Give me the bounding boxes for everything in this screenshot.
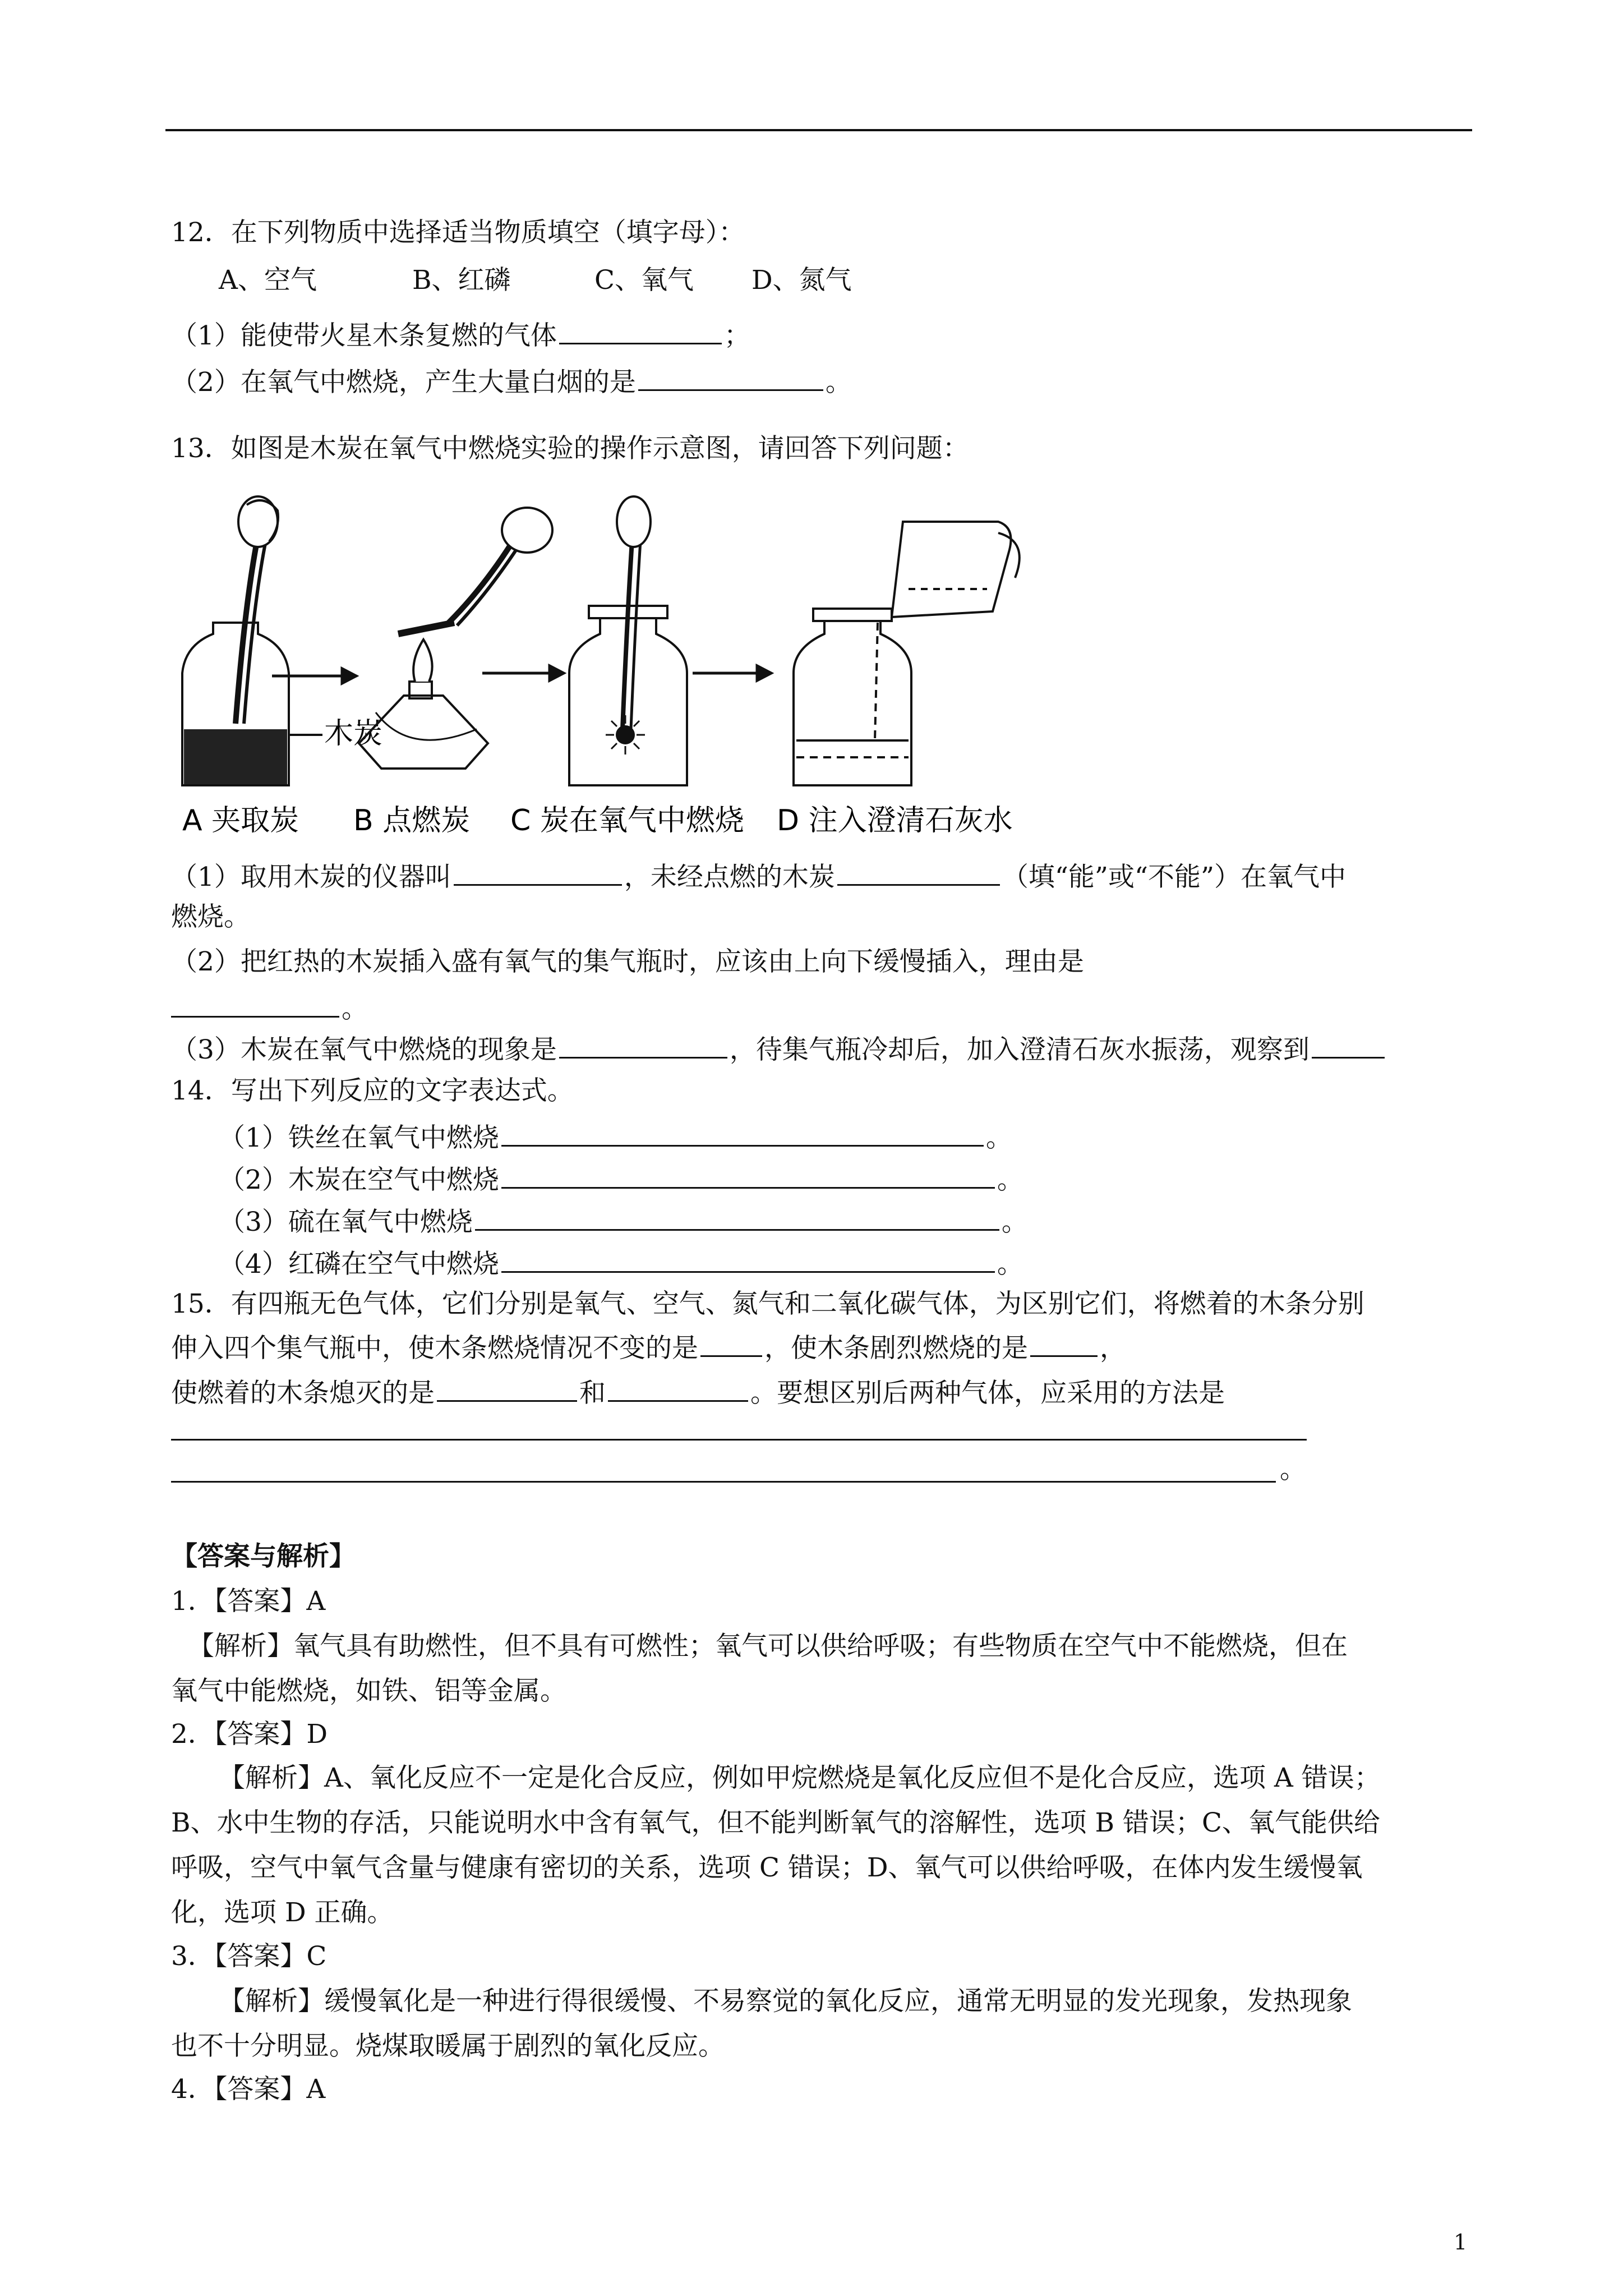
q15-end: 。: [1280, 1454, 1306, 1485]
figure-caption-d: D 注入澄清石灰水: [777, 804, 1013, 838]
q13-part2: （2）把红热的木炭插入盛有氧气的集气瓶时，应该由上向下缓慢插入，理由是: [171, 946, 1084, 977]
q12-option-c: C、氧气: [594, 265, 694, 296]
q12-part2-blank[interactable]: [638, 364, 823, 391]
q14-item-1-text: （1）铁丝在氧气中燃烧: [219, 1122, 499, 1153]
figure-caption-c: C 炭在氧气中燃烧: [510, 804, 744, 838]
q15-line-2-text-b: ，使木条剧烈燃烧的是: [764, 1333, 1028, 1364]
q12-part1-text: （1）能使带火星木条复燃的气体: [171, 320, 557, 351]
figure-charcoal-label: 木炭: [324, 717, 383, 751]
q12-part2-text: （2）在氧气中燃烧，产生大量白烟的是: [171, 367, 636, 398]
figure-caption-a: A 夹取炭: [182, 804, 299, 838]
q13-part1-cont: 燃烧。: [171, 901, 250, 932]
panel-c-bottle: [569, 496, 687, 785]
charcoal-experiment-figure: [174, 494, 1032, 841]
q13-part3-text-b: ，待集气瓶冷却后，加入澄清石灰水振荡，观察到: [729, 1034, 1310, 1065]
q14-item-1-blank[interactable]: [501, 1119, 984, 1147]
q12-option-b: B、红磷: [412, 265, 511, 296]
figure-caption-b: B 点燃炭: [353, 804, 471, 838]
q13-observation-blank[interactable]: [1312, 1031, 1385, 1059]
arrow-3-icon: [693, 666, 771, 680]
panel-d-bottle: [794, 522, 1020, 785]
q12-part1: [171, 317, 750, 353]
q14-item-2-end: 。: [997, 1165, 1023, 1195]
q14-item-3-blank[interactable]: [475, 1203, 999, 1231]
q14-item-2-blank[interactable]: [501, 1161, 995, 1189]
q12-part2-end: 。: [825, 367, 852, 398]
q13-reason-blank[interactable]: [171, 990, 339, 1018]
answer-3-explanation-2: 也不十分明显。烧煤取暖属于剧烈的氧化反应。: [171, 2031, 725, 2062]
answer-1-explanation-1: 【解析】氧气具有助燃性，但不具有可燃性；氧气可以供给呼吸；有些物质在空气中不能燃烧，但在: [188, 1631, 1348, 1662]
q14-item-2: [219, 1161, 1023, 1197]
answer-2: 2．【答案】D: [171, 1719, 328, 1750]
answer-3-explanation-1: 【解析】缓慢氧化是一种进行得很缓慢、不易察觉的氧化反应，通常无明显的发光现象，发热现象: [219, 1986, 1352, 2017]
q14-item-4: [219, 1245, 1023, 1281]
q13-part1: [171, 858, 1346, 894]
q13-part1-text-a: （1）取用木炭的仪器叫: [171, 862, 451, 892]
q13-burn-blank[interactable]: [837, 858, 1000, 886]
q13-part1-text-c: （填“能”或“不能”）在氧气中: [1002, 862, 1347, 892]
panel-a-bottle: [182, 496, 322, 785]
q13-part3-text-a: （3）木炭在氧气中燃烧的现象是: [171, 1034, 557, 1065]
q13-stem: 13．如图是木炭在氧气中燃烧实验的操作示意图，请回答下列问题：: [171, 433, 969, 464]
q14-item-3-end: 。: [1001, 1207, 1028, 1237]
answer-2-explanation-4: 化，选项 D 正确。: [171, 1897, 394, 1928]
panel-b-lamp: [359, 508, 552, 769]
q15-line-3-text-a: 使燃着的木条熄灭的是: [171, 1378, 435, 1409]
q15-line-1: 15．有四瓶无色气体，它们分别是氧气、空气、氮气和二氧化碳气体，为区别它们，将燃着的木条分别: [171, 1289, 1364, 1319]
arrow-1-icon: [272, 669, 356, 683]
q15-line-2: [171, 1329, 1126, 1365]
q15-method-line-2[interactable]: [171, 1481, 1276, 1483]
answer-4: 4．【答案】A: [171, 2074, 326, 2105]
q15-method-line-1[interactable]: [171, 1439, 1307, 1441]
q15-unchanged-blank[interactable]: [700, 1329, 762, 1357]
q13-phenomenon-blank[interactable]: [559, 1031, 727, 1059]
q15-line-3-text-b: 和: [579, 1378, 606, 1409]
answer-2-explanation-1: 【解析】A、氧化反应不一定是化合反应，例如甲烷燃烧是氧化反应但不是化合反应，选项 A 错误；: [219, 1763, 1381, 1793]
q15-line-3: [171, 1374, 1225, 1410]
q14-stem: 14．写出下列反应的文字表达式。: [171, 1075, 574, 1106]
arrow-2-icon: [482, 666, 564, 680]
q14-item-3-text: （3）硫在氧气中燃烧: [219, 1207, 473, 1237]
q12-stem: 12．在下列物质中选择适当物质填空（填字母）：: [171, 217, 745, 248]
q13-instrument-blank[interactable]: [454, 858, 622, 886]
q14-item-2-text: （2）木炭在空气中燃烧: [219, 1165, 499, 1195]
figure-svg: [174, 494, 1032, 841]
answer-1: 1．【答案】A: [171, 1586, 326, 1617]
answers-heading: 【答案与解析】: [171, 1541, 356, 1572]
answer-2-explanation-3: 呼吸，空气中氧气含量与健康有密切的关系，选项 C 错误；D、氧气可以供给呼吸，在体内发生缓慢氧: [171, 1852, 1363, 1883]
q15-extinguish-blank-1[interactable]: [437, 1374, 577, 1402]
q13-part3: [171, 1031, 1387, 1067]
q12-part1-blank[interactable]: [559, 317, 722, 344]
q12-option-d: D、氮气: [751, 265, 852, 296]
q15-extinguish-blank-2[interactable]: [608, 1374, 748, 1402]
q13-part1-text-b: ，未经点燃的木炭: [624, 862, 835, 892]
answer-2-explanation-2: B、水中生物的存活，只能说明水中含有氧气，但不能判断氧气的溶解性，选项 B 错误；C、氧气能供给: [171, 1807, 1380, 1838]
q15-line-2-text-a: 伸入四个集气瓶中，使木条燃烧情况不变的是: [171, 1333, 698, 1364]
page-number: 1: [1454, 2230, 1468, 2254]
q12-option-a: A、空气: [219, 265, 317, 296]
header-rule: [165, 129, 1472, 131]
q14-item-1: [219, 1119, 1012, 1155]
q14-item-4-end: 。: [997, 1249, 1023, 1280]
q14-item-4-text: （4）红磷在空气中燃烧: [219, 1249, 499, 1280]
q14-item-1-end: 。: [985, 1122, 1012, 1153]
answer-3: 3．【答案】C: [171, 1941, 327, 1972]
q13-part2-answer: [171, 990, 368, 1026]
q12-part1-end: ；: [723, 320, 750, 351]
q15-line-2-text-c: ，: [1100, 1333, 1126, 1364]
q13-part2-end: 。: [342, 993, 368, 1024]
q14-item-3: [219, 1203, 1028, 1239]
q12-part2: [171, 364, 852, 399]
q15-intense-blank[interactable]: [1030, 1329, 1098, 1357]
q14-item-4-blank[interactable]: [501, 1245, 995, 1273]
answer-1-explanation-2: 氧气中能燃烧，如铁、铝等金属。: [171, 1676, 566, 1706]
q15-line-3-text-c: 。要想区别后两种气体，应采用的方法是: [750, 1378, 1225, 1409]
